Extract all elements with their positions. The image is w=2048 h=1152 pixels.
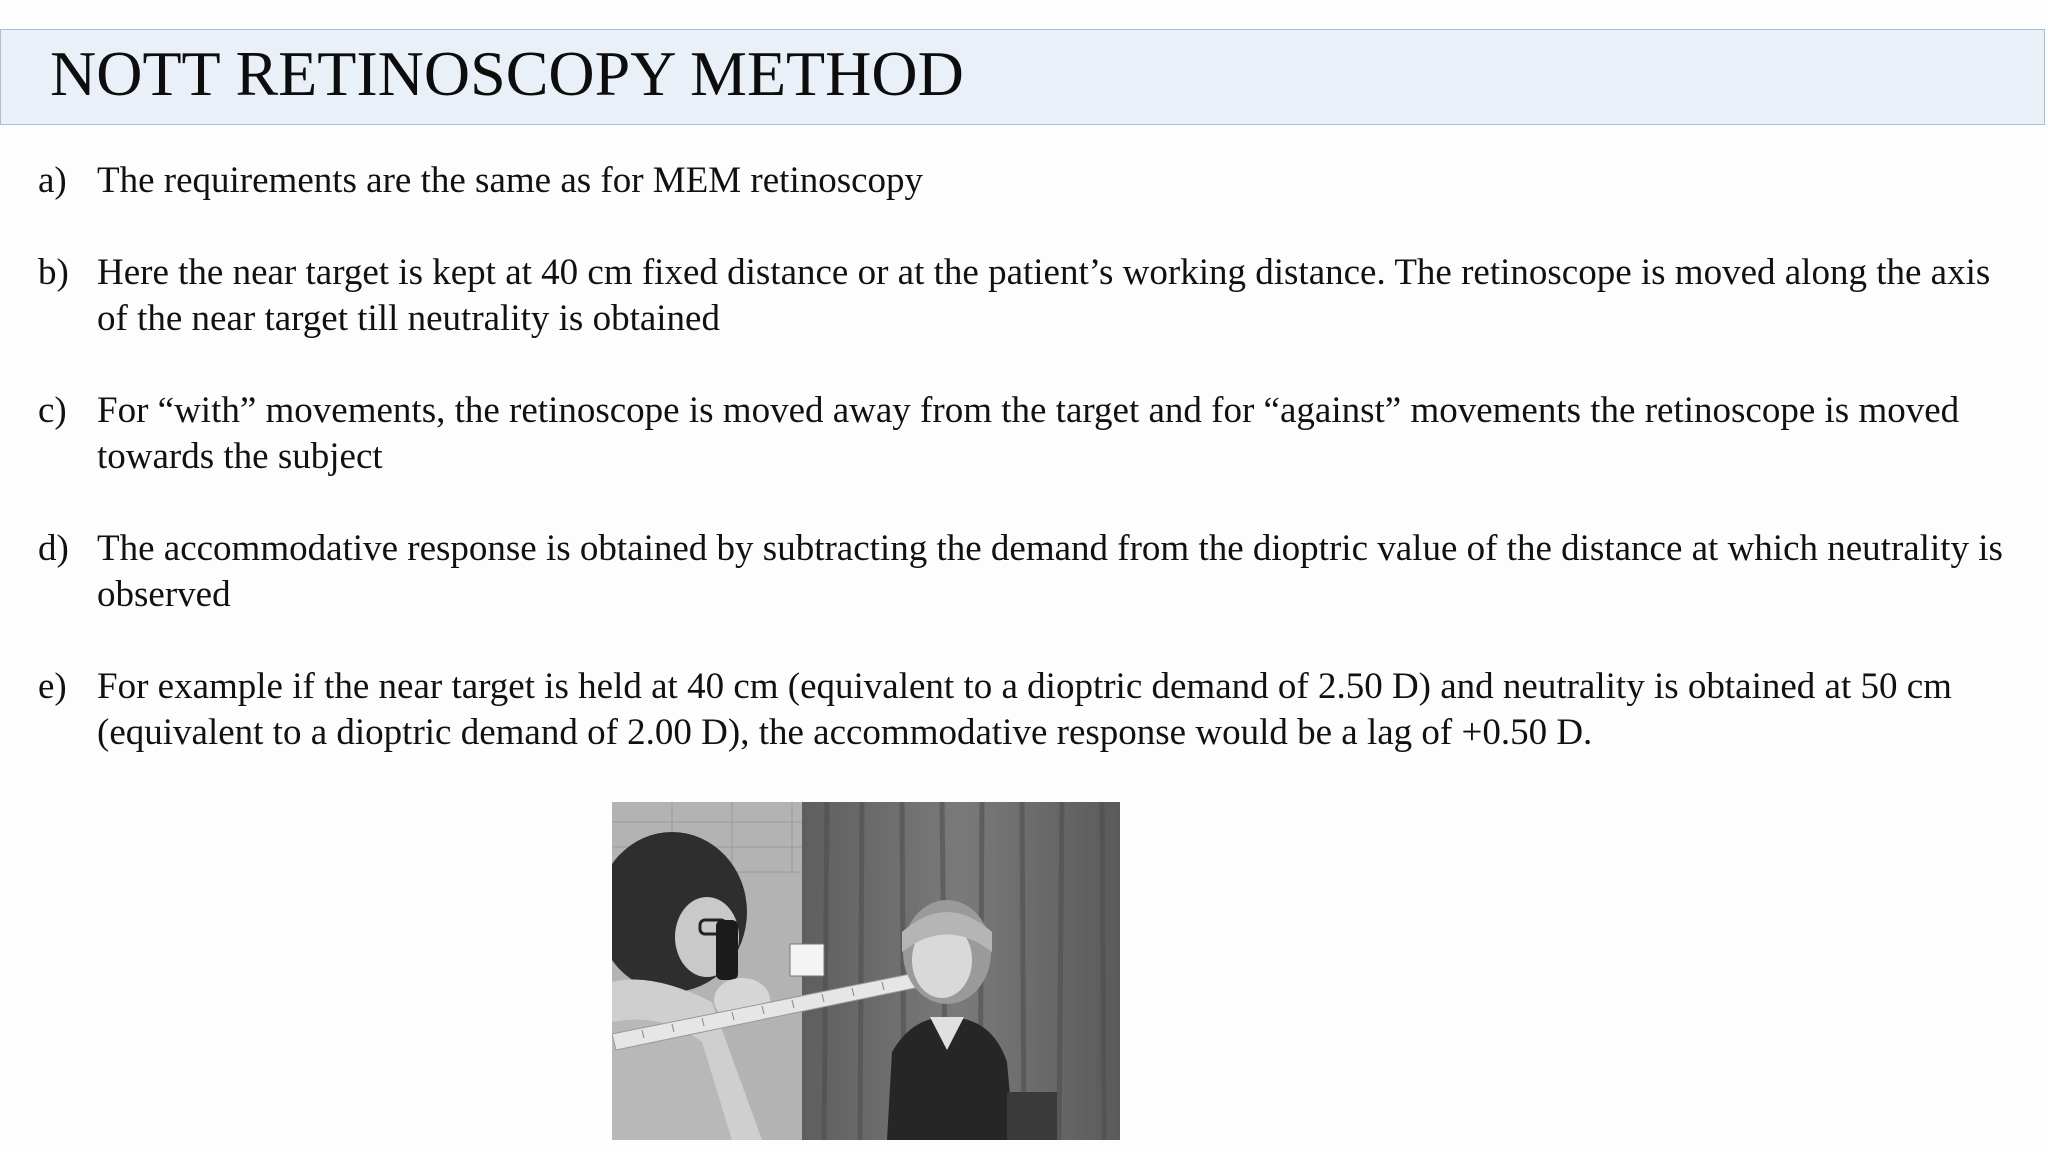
list-item-text: The requirements are the same as for MEM retinoscopy: [97, 160, 924, 201]
list-item-text: For “with” movements, the retinoscope is moved away from the target and for “against” movements the retinoscope is moved towards the subject: [97, 390, 1960, 477]
slide-title: NOTT RETINOSCOPY METHOD: [50, 38, 964, 109]
list-marker: e): [38, 666, 67, 707]
list-item-text: Here the near target is kept at 40 cm fixed distance or at the patient’s working distance. The retinoscope is moved along the axis of the near target till neutrality is obtained: [97, 252, 1991, 339]
list-marker: a): [38, 160, 67, 201]
retinoscopy-photo-illustration: [612, 802, 1120, 1140]
retinoscopy-photo: [612, 802, 1120, 1140]
list-marker: c): [38, 390, 67, 431]
list-marker: d): [38, 528, 69, 569]
list-item-text: The accommodative response is obtained by subtracting the demand from the dioptric value of the distance at which neutrality is observed: [97, 528, 2003, 615]
list-item-text: For example if the near target is held at 40 cm (equivalent to a dioptric demand of 2.50 D) and neutrality is obtained at 50 cm (equivalent to a dioptric demand of 2.00 D), the accommodative response would be a lag of +0.50 D.: [97, 666, 1952, 753]
list-marker: b): [38, 252, 69, 293]
